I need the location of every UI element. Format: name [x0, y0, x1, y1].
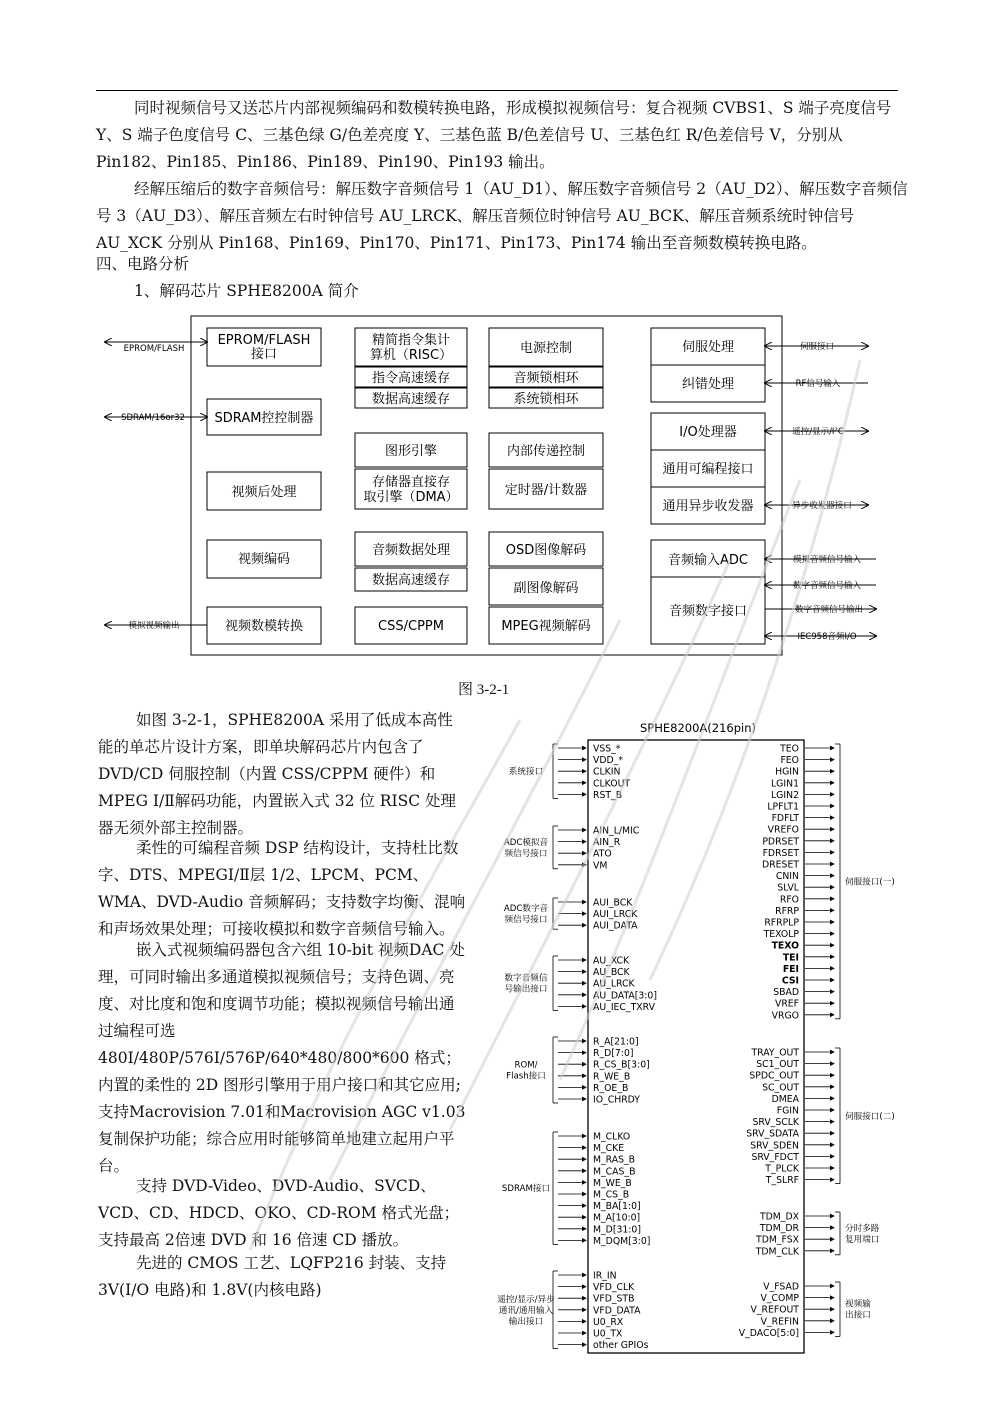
pin-right-label: TDM_DX	[759, 1211, 799, 1223]
pin-group-right-label: 伺服接口(二)	[845, 1111, 895, 1122]
pin-right-label: RFO	[779, 894, 799, 906]
pin-left-label: M_D[31:0]	[593, 1224, 641, 1236]
pin-group-left-label: ROM/	[514, 1060, 538, 1071]
paragraph-disc-support: 支持 DVD-Video、DVD-Audio、SVCD、VCD、CD、HDCD、OKO、CD-ROM 格式光盘；支持最高 2倍速 DVD 和 16 倍速 CD 播放。	[98, 1177, 460, 1249]
block-col3-label: MPEG视频解码	[501, 619, 591, 634]
block-col1-label: EPROM/FLASH	[217, 333, 311, 348]
pin-left-label: AU_IEC_TXRV	[593, 1001, 655, 1013]
paragraph-video-output: 同时视频信号又送芯片内部视频编码和数模转换电路，形成模拟视频信号：复合视频 CVBS1、S 端子亮度信号 Y、S 端子色度信号 C、三基色绿 G/色差亮度 Y、三基色蓝 B/色差信号 U、三基色红 R/色差信号 V，分别从 Pin182、Pin185、Pin186、Pin189、Pin190、Pin193 输出。	[96, 99, 892, 171]
block-col1-label: 视频编码	[237, 552, 291, 567]
block-col4-label: 伺服处理	[681, 340, 735, 355]
pin-left-label: M_CS_B	[593, 1189, 630, 1201]
paragraph-video-encoder: 嵌入式视频编码器包含六组 10-bit 视频DAC 处理，可同时输出多通道模拟视频信号；支持色调、亮度、对比度和饱和度调节功能；模拟视频信号输出通过编程可选	[98, 941, 465, 1040]
pin-right-label: DRESET	[762, 859, 799, 871]
external-right-label: 遥控/显示/I²C	[792, 427, 844, 437]
pin-right-label: V_FSAD	[763, 1281, 799, 1293]
pin-left-label: ATO	[593, 848, 612, 860]
pin-right-label: TEO	[780, 743, 799, 755]
pin-left-label: M_CKE	[593, 1143, 625, 1155]
pin-left-label: M_WE_B	[593, 1177, 632, 1189]
pin-left-label: M_RAS_B	[593, 1154, 636, 1166]
block-col4-label: 通用可编程接口	[662, 462, 754, 477]
pin-right-label: SRV_FDCT	[751, 1151, 799, 1163]
pin-group-left-label: ADC模拟音	[503, 837, 549, 848]
block-col2-label: 指令高速缓存	[371, 371, 451, 386]
pin-left-label: VFD_CLK	[593, 1282, 635, 1294]
pinout-title: SPHE8200A(216pin)	[640, 721, 756, 735]
external-right-label: 数字音频信号输入	[792, 581, 862, 591]
pin-right-label: SRV_SCLK	[752, 1117, 799, 1129]
pin-left-label: VFD_STB	[593, 1293, 635, 1305]
block-col4-label: 音频数字接口	[668, 604, 748, 619]
paragraph-video-formats: 480I/480P/576I/576P/640*480/800*600 格式；内置的柔性的 2D 图形引擎用于用户接口和其它应用;支持Macrovision 7.01和Macrovision AGC v1.03 复制保护功能；综合应用时能够简单地建立起用户平台。	[98, 1049, 466, 1175]
external-left-label: SDRAM/16or32	[121, 413, 185, 423]
pin-group-left-label: 频信号接口	[504, 848, 548, 859]
pin-right-label: V_COMP	[760, 1293, 799, 1305]
subsection-heading: 1、解码芯片 SPHE8200A 简介	[134, 282, 359, 300]
pin-group-right-label: 复用端口	[845, 1234, 880, 1245]
block-col3-label: 定时器/计数器	[504, 483, 588, 498]
pin-right-label: V_REFOUT	[750, 1304, 799, 1316]
pin-right-label: SC1_OUT	[756, 1059, 799, 1071]
pin-right-label: VREF	[774, 998, 799, 1010]
pin-left-label: VFD_DATA	[593, 1305, 641, 1317]
pin-right-label: SC_OUT	[762, 1082, 799, 1094]
pin-right-label: V_REFIN	[760, 1316, 799, 1328]
pin-group-left-label: Flash接口	[506, 1071, 546, 1082]
pin-right-label: HGIN	[775, 766, 799, 778]
pin-group-right-label: 分时多路	[845, 1223, 880, 1234]
pin-right-label: RFRPLP	[764, 917, 799, 929]
pin-left-label: AIN_L/MIC	[593, 825, 640, 837]
pin-right-label: TDM_DR	[759, 1223, 799, 1235]
block-col2-label: 数据高速缓存	[371, 573, 451, 588]
pin-left-label: RST_B	[593, 789, 623, 801]
pin-right-label: T_PLCK	[765, 1163, 799, 1175]
pin-left-label: M_CLKO	[593, 1131, 631, 1143]
pin-right-label: FDFLT	[771, 813, 799, 825]
block-col1-label: SDRAM控控制器	[214, 411, 314, 426]
pin-left-label: U0_TX	[593, 1328, 623, 1340]
pin-left-label: AU_XCK	[593, 955, 630, 967]
pin-right-label: LGIN2	[771, 789, 799, 801]
pin-right-label: SPDC_OUT	[749, 1070, 799, 1082]
pin-left-label: M_BA[1:0]	[593, 1201, 641, 1213]
block-col2-label: 数据高速缓存	[371, 392, 451, 407]
pin-left-label: AU_BCK	[593, 967, 630, 979]
external-left-label: 模拟视频输出	[128, 621, 180, 631]
block-col3-label: 系统锁相环	[513, 392, 579, 407]
block-col1-label: 接口	[250, 347, 278, 362]
pin-right-label: SRV_SDATA	[746, 1128, 799, 1140]
block-col4-label: 音频输入ADC	[668, 553, 748, 568]
block-col1-label: 视频数模转换	[224, 619, 304, 634]
pin-left-label: AUI_LRCK	[593, 909, 638, 921]
block-col3-label: 副图像解码	[513, 581, 579, 596]
block-col2-label: 存储器直接存	[371, 475, 451, 490]
block-col2-label: CSS/CPPM	[378, 619, 444, 634]
block-col1-label: 视频后处理	[231, 485, 297, 500]
block-col2-label: 音频数据处理	[371, 543, 451, 558]
pin-left-label: IR_IN	[593, 1270, 617, 1282]
pin-right-label: TEXOLP	[763, 929, 799, 941]
pin-right-label: FEO	[780, 755, 799, 767]
pin-right-label: VREFO	[767, 824, 799, 836]
pin-group-right-label: 出接口	[845, 1310, 871, 1321]
pin-right-label: SBAD	[773, 987, 799, 999]
pin-right-label: CNIN	[775, 871, 799, 883]
pin-group-left-label: SDRAM接口	[501, 1184, 551, 1195]
figure-caption: 图 3-2-1	[458, 682, 510, 698]
block-col3-label: 电源控制	[519, 341, 573, 356]
block-col4-label: 纠错处理	[681, 377, 735, 392]
pin-right-label: TDM_FSX	[756, 1234, 799, 1246]
block-col3-label: OSD图像解码	[505, 543, 587, 558]
pin-group-left-label: 系统接口	[508, 767, 544, 778]
pin-group-left-label: 通讯/通用输入	[498, 1305, 554, 1316]
paragraph-audio-dsp: 柔性的可编程音频 DSP 结构设计，支持杜比数字、DTS、MPEGⅠ/Ⅱ层 1/2、LPCM、PCM、WMA、DVD-Audio 音频解码；支持数字均衡、混响和声场效果处理；可接收模拟和数字音频信号输入。	[98, 839, 466, 938]
pin-left-label: VDD_*	[593, 755, 623, 767]
section-heading: 四、电路分析	[96, 255, 190, 273]
pin-right-label: TEXO	[771, 940, 799, 952]
pin-left-label: M_DQM[3:0]	[593, 1235, 651, 1247]
pin-group-left-label: 号输出接口	[504, 984, 548, 995]
block-col3-label: 内部传递控制	[506, 444, 586, 459]
pin-right-label: PDRSET	[762, 836, 799, 848]
pin-right-label: TDM_CLK	[755, 1246, 799, 1258]
pin-group-right-label: 视频输	[845, 1299, 871, 1310]
pin-right-label: V_DACO[5:0]	[738, 1327, 799, 1339]
block-col4-label: I/O处理器	[679, 425, 737, 440]
paragraph-process: 先进的 CMOS 工艺、LQFP216 封装、支持3V(I/O 电路)和 1.8V(内核电路)	[98, 1254, 447, 1299]
external-right-label: IEC958音频I/O	[797, 632, 857, 642]
block-col3-label: 音频锁相环	[513, 371, 579, 386]
pin-left-label: VSS_*	[593, 743, 621, 755]
block-col2-label: 取引擎（DMA）	[363, 490, 459, 505]
pin-left-label: R_D[7:0]	[593, 1048, 634, 1060]
pin-left-label: M_CAS_B	[593, 1166, 636, 1178]
pin-right-label: SRV_SDEN	[750, 1140, 799, 1152]
pin-left-label: M_A[10:0]	[593, 1212, 641, 1224]
pin-left-label: R_CS_B[3:0]	[593, 1059, 650, 1071]
paragraph-audio-output: 经解压缩后的数字音频信号：解压数字音频信号 1（AU_D1）、解压数字音频信号 2（AU_D2）、解压数字音频信号 3（AU_D3）、解压音频左右时钟信号 AU_LRCK、解压音频位时钟信号 AU_BCK、解压音频系统时钟信号 AU_XCK 分别从 Pin168、Pin169、Pin170、Pin171、Pin173、Pin174 输出至音频数模转换电路。	[96, 180, 908, 252]
pin-right-label: FDRSET	[762, 847, 799, 859]
external-left-label: EPROM/FLASH	[123, 344, 185, 354]
block-col2-label: 图形引擎	[384, 444, 438, 459]
pin-left-label: IO_CHRDY	[593, 1094, 640, 1106]
pin-right-label: TRAY_OUT	[751, 1047, 799, 1059]
pin-left-label: AU_LRCK	[593, 978, 635, 990]
pin-group-right-label: 伺服接口(一)	[845, 877, 895, 888]
pin-left-label: CLKIN	[593, 766, 621, 778]
pin-right-label: LGIN1	[771, 778, 799, 790]
external-right-label: 模拟音频信号输入	[792, 555, 862, 565]
pin-right-label: CSI	[781, 975, 799, 987]
pin-group-left-label: ADC数字音	[503, 904, 549, 915]
block-col2-label: 精简指令集计	[371, 333, 451, 348]
pin-right-label: FGIN	[776, 1105, 799, 1117]
pin-left-label: R_OE_B	[593, 1082, 629, 1094]
external-right-label: 数字音频信号输出	[794, 605, 864, 615]
pin-left-label: AUI_BCK	[593, 897, 633, 909]
pin-right-label: VRGO	[771, 1010, 799, 1022]
pin-right-label: RFRP	[775, 905, 799, 917]
pin-left-label: AUI_DATA	[593, 920, 638, 932]
pin-left-label: CLKOUT	[593, 778, 631, 790]
pin-right-label: DMEA	[771, 1093, 799, 1105]
pin-left-label: R_A[21:0]	[593, 1036, 639, 1048]
block-col2-label: 算机（RISC）	[369, 348, 453, 363]
pin-left-label: VM	[593, 860, 608, 872]
block-col4-label: 通用异步收发器	[662, 499, 754, 514]
pin-group-left-label: 遥控/显示/异步	[497, 1294, 555, 1305]
pin-group-left-label: 数字音频信	[504, 973, 548, 984]
pin-left-label: R_WE_B	[593, 1071, 631, 1083]
pin-left-label: AIN_R	[593, 837, 621, 849]
pin-right-label: FEI	[782, 963, 799, 975]
pin-right-label: LPFLT1	[767, 801, 799, 813]
pin-right-label: SLVL	[777, 882, 799, 894]
pin-right-label: TEI	[782, 952, 799, 964]
pin-left-label: AU_DATA[3:0]	[593, 990, 657, 1002]
external-right-label: 异步收发器接口	[792, 501, 852, 511]
pin-group-left-label: 输出接口	[508, 1316, 544, 1327]
pin-left-label: other GPIOs	[593, 1340, 649, 1352]
pin-right-label: T_SLRF	[765, 1175, 799, 1187]
pin-group-left-label: 频信号接口	[504, 915, 548, 926]
external-right-label: RF信号输入	[795, 379, 841, 389]
pin-left-label: U0_RX	[593, 1316, 624, 1328]
paragraph-intro: 如图 3-2-1，SPHE8200A 采用了低成本高性能的单芯片设计方案，即单块解码芯片内包含了DVD/CD 伺服控制（内置 CSS/CPPM 硬件）和 MPEG Ⅰ/Ⅱ解码功能，内置嵌入式 32 位 RISC 处理器无须外部主控制器。	[98, 711, 457, 837]
external-right-label: 伺服接口	[799, 342, 835, 352]
